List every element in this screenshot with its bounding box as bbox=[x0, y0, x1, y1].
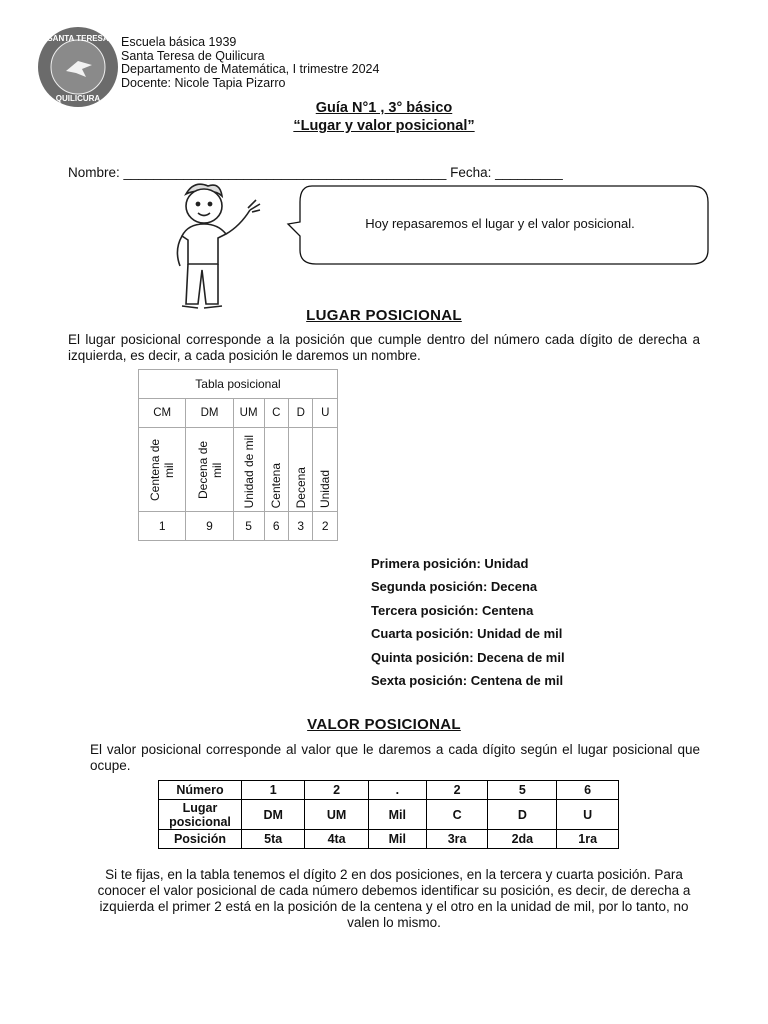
department: Departamento de Matemática, I trimestre 2024 bbox=[121, 62, 380, 76]
value-cell: Posición bbox=[159, 830, 242, 849]
lugar-heading: LUGAR POSICIONAL bbox=[306, 307, 462, 324]
position-item: Segunda posición: Decena bbox=[371, 579, 538, 595]
value-cell: 1ra bbox=[557, 830, 619, 849]
abbrev-cell: DM bbox=[186, 399, 233, 428]
name-date-line: Nombre: ___________________________________________ Fecha: _________ bbox=[68, 165, 563, 180]
position-name: Unidad bbox=[318, 469, 333, 508]
position-item: Tercera posición: Centena bbox=[371, 602, 534, 618]
digit-cell: 9 bbox=[186, 512, 233, 541]
value-cell: U bbox=[557, 800, 619, 830]
position-item: Cuarta posición: Unidad de mil bbox=[371, 626, 563, 642]
guide-title: Guía N°1 , 3° básico bbox=[315, 100, 453, 116]
abbrev-cell: C bbox=[264, 399, 288, 428]
position-name: Decena de mil bbox=[195, 440, 224, 500]
position-item: Primera posición: Unidad bbox=[371, 556, 529, 571]
value-cell: Lugar posicional bbox=[159, 800, 242, 830]
value-cell: Mil bbox=[368, 830, 426, 849]
bubble-text: Hoy repasaremos el lugar y el valor posicional. bbox=[365, 216, 635, 231]
valor-paragraph: El valor posicional corresponde al valor que le daremos a cada dígito según el lugar posicional que ocupe. bbox=[90, 742, 700, 773]
school-logo bbox=[36, 25, 120, 109]
value-cell: 5ta bbox=[242, 830, 305, 849]
value-cell: 2 bbox=[426, 781, 488, 800]
value-cell: 2da bbox=[488, 830, 557, 849]
abbrev-row bbox=[139, 399, 338, 428]
value-row bbox=[159, 800, 619, 830]
abbrev-cell: UM bbox=[233, 399, 264, 428]
school-info bbox=[121, 36, 379, 90]
value-row bbox=[159, 781, 619, 800]
digit-cell: 3 bbox=[289, 512, 313, 541]
position-item: Sexta posición: Centena de mil bbox=[371, 672, 564, 688]
value-cell: Mil bbox=[368, 800, 426, 830]
abbrev-cell: CM bbox=[139, 399, 186, 428]
value-cell: DM bbox=[242, 800, 305, 830]
school-location: Santa Teresa de Quilicura bbox=[121, 48, 265, 63]
value-cell: Número bbox=[159, 781, 242, 800]
position-name: Unidad de mil bbox=[241, 434, 256, 508]
names-row bbox=[139, 428, 338, 512]
lugar-paragraph: El lugar posicional corresponde a la posición que cumple dentro del número cada dígito de derecha a izquierda, es decir, a cada posición le daremos un nombre. bbox=[68, 332, 700, 363]
place-value-table bbox=[138, 369, 338, 541]
digit-cell: 1 bbox=[139, 512, 186, 541]
value-cell: 2 bbox=[305, 781, 368, 800]
value-cell: UM bbox=[305, 800, 368, 830]
valor-heading: VALOR POSICIONAL bbox=[307, 716, 461, 733]
school-name: Escuela básica 1939 bbox=[121, 35, 237, 49]
value-cell: 6 bbox=[557, 781, 619, 800]
position-name: Centena de mil bbox=[148, 438, 177, 502]
svg-text:SANTA TERESA: SANTA TERESA bbox=[47, 34, 109, 43]
value-cell: . bbox=[368, 781, 426, 800]
position-name: Decena bbox=[293, 466, 308, 508]
position-item: Quinta posición: Decena de mil bbox=[371, 649, 565, 665]
boy-illustration bbox=[158, 180, 268, 318]
value-cell: 3ra bbox=[426, 830, 488, 849]
svg-text:QUILICURA: QUILICURA bbox=[55, 94, 101, 103]
digit-cell: 2 bbox=[313, 512, 338, 541]
positions-list bbox=[371, 556, 565, 696]
digit-cell: 6 bbox=[264, 512, 288, 541]
position-name: Centena bbox=[269, 462, 284, 508]
digits-row bbox=[139, 512, 338, 541]
value-cell: 4ta bbox=[305, 830, 368, 849]
value-cell: D bbox=[488, 800, 557, 830]
digit-cell: 5 bbox=[233, 512, 264, 541]
table-caption: Tabla posicional bbox=[139, 370, 338, 399]
value-row bbox=[159, 830, 619, 849]
abbrev-cell: U bbox=[313, 399, 338, 428]
value-cell: 1 bbox=[242, 781, 305, 800]
abbrev-cell: D bbox=[289, 399, 313, 428]
closing-paragraph: Si te fijas, en la tabla tenemos el dígito 2 en dos posiciones, en la tercera y cuarta posición. Para conocer el valor posicional de cada número debemos identificar su posición, es decir, de derecha a izquierda el primer 2 está en la posición de la centena y el otro en la unidad de mil, por lo tanto, no valen lo mismo. bbox=[97, 867, 691, 930]
value-table bbox=[158, 780, 619, 849]
value-cell: 5 bbox=[488, 781, 557, 800]
guide-subtitle: “Lugar y valor posicional” bbox=[293, 118, 475, 134]
value-cell: C bbox=[426, 800, 488, 830]
teacher: Docente: Nicole Tapia Pizarro bbox=[121, 75, 286, 90]
